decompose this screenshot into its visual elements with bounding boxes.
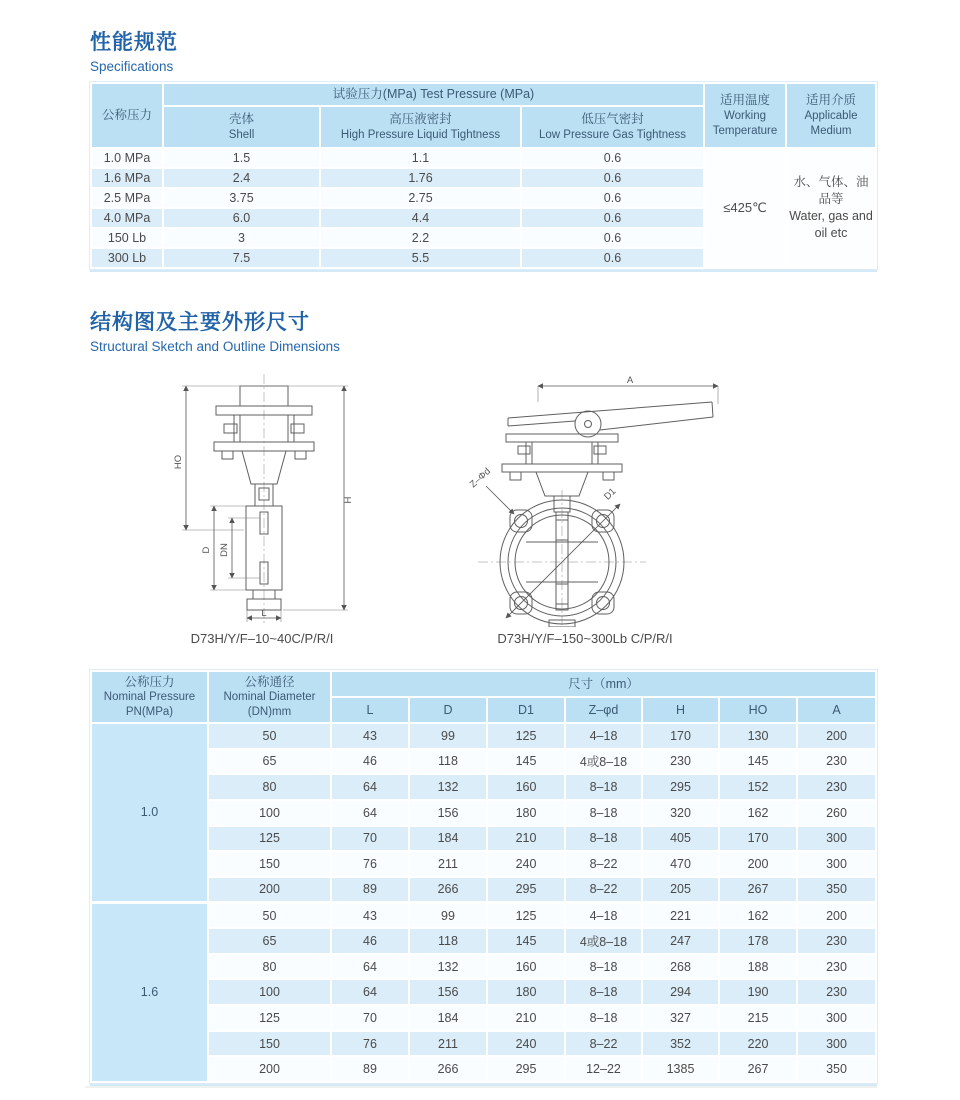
table-cell: 125 xyxy=(487,723,565,749)
col-nominal-pressure: 公称压力 xyxy=(91,83,163,148)
dimension-table-row xyxy=(91,979,876,1005)
table-cell: 156 xyxy=(409,979,487,1005)
table-cell: 43 xyxy=(331,723,409,749)
header-label-en: Working Temperature xyxy=(712,109,778,137)
table-cell: 8–22 xyxy=(565,877,642,903)
table-cell: 300 xyxy=(797,1031,876,1057)
table-cell: 352 xyxy=(642,1031,719,1057)
table-cell: 89 xyxy=(331,1056,409,1082)
pressure-table-row xyxy=(91,148,876,168)
table-cell: 300 xyxy=(797,851,876,877)
table-cell: 43 xyxy=(331,902,409,928)
header-label-zh: 高压液密封 xyxy=(389,112,452,127)
dimension-table-row xyxy=(91,877,876,903)
table-cell: 200 xyxy=(797,723,876,749)
table-cell: 210 xyxy=(487,826,565,852)
dimension-table-row xyxy=(91,800,876,826)
page-bottom-divider xyxy=(85,1086,877,1088)
table-cell: 8–18 xyxy=(565,774,642,800)
dim-label-dn: DN xyxy=(219,543,230,557)
col-test-pressure: 试验压力(MPa) Test Pressure (MPa) xyxy=(163,83,704,106)
table-cell: 46 xyxy=(331,749,409,775)
table-cell: 2.2 xyxy=(320,228,521,248)
table-cell: 300 xyxy=(797,826,876,852)
table-cell: 205 xyxy=(642,877,719,903)
pressure-label-cell: 2.5 MPa xyxy=(91,188,163,208)
table-cell: 350 xyxy=(797,877,876,903)
table-cell: 4–18 xyxy=(565,723,642,749)
dim-label-a: A xyxy=(626,375,634,386)
table-cell: 2.4 xyxy=(163,168,320,188)
table-cell: 4或8–18 xyxy=(565,928,642,954)
table-cell: 230 xyxy=(797,928,876,954)
table-cell: 125 xyxy=(208,826,331,852)
dimension-header-row-1 xyxy=(91,671,876,697)
size-column-header: D1 xyxy=(487,697,565,723)
table-cell: 200 xyxy=(797,902,876,928)
table-cell: 294 xyxy=(642,979,719,1005)
pn-group-cell: 1.0 xyxy=(91,723,208,902)
dimension-table-row xyxy=(91,1056,876,1082)
col-applicable-medium xyxy=(786,83,876,148)
table-cell: 215 xyxy=(719,1005,797,1031)
table-cell: 80 xyxy=(208,774,331,800)
table-cell: 220 xyxy=(719,1031,797,1057)
table-cell: 160 xyxy=(487,954,565,980)
header-label-zh: 适用温度 xyxy=(719,93,770,108)
table-cell: 0.6 xyxy=(521,148,704,168)
table-cell: 184 xyxy=(409,1005,487,1031)
dimension-table-row xyxy=(91,1031,876,1057)
dim-label-l: L xyxy=(261,608,267,619)
header-label-en: Nominal Diameter xyxy=(223,691,316,704)
dimension-table-body xyxy=(91,723,876,1082)
side-view-caption: D73H/Y/F–10~40C/P/R/I xyxy=(190,631,334,646)
pressure-label-cell: 4.0 MPa xyxy=(91,208,163,228)
dimension-table-row xyxy=(91,826,876,852)
table-cell: 70 xyxy=(331,1005,409,1031)
table-cell: 1.1 xyxy=(320,148,521,168)
table-cell: 230 xyxy=(797,954,876,980)
table-cell: 0.6 xyxy=(521,168,704,188)
size-column-header: HO xyxy=(719,697,797,723)
table-cell: 230 xyxy=(797,749,876,775)
table-cell: 160 xyxy=(487,774,565,800)
table-cell: 240 xyxy=(487,1031,565,1057)
table-cell: 125 xyxy=(208,1005,331,1031)
table-cell: 320 xyxy=(642,800,719,826)
table-cell: 130 xyxy=(719,723,797,749)
table-cell: 405 xyxy=(642,826,719,852)
table-cell: 0.6 xyxy=(521,248,704,268)
table-cell: 99 xyxy=(409,723,487,749)
front-view-drawing xyxy=(452,372,732,627)
table-cell: 99 xyxy=(409,902,487,928)
front-view-caption: D73H/Y/F–150~300Lb C/P/R/I xyxy=(497,631,673,646)
dimension-table xyxy=(90,670,877,1083)
col-nominal-diameter-dn xyxy=(208,671,331,723)
header-label-en: Low Pressure Gas Tightness xyxy=(538,128,686,141)
col-working-temperature xyxy=(704,83,786,148)
section-title-en: Specifications xyxy=(90,59,174,74)
header-label-zh: 壳体 xyxy=(228,112,254,127)
table-cell: 150 xyxy=(208,1031,331,1057)
medium-text-en: Water, gas and oil etc xyxy=(789,209,873,240)
table-cell: 178 xyxy=(719,928,797,954)
col-high-pressure-liquid-tightness xyxy=(320,106,521,148)
dim-label-d: D xyxy=(201,546,212,554)
table-cell: 211 xyxy=(409,851,487,877)
size-column-header: H xyxy=(642,697,719,723)
table-cell: 64 xyxy=(331,979,409,1005)
col-shell xyxy=(163,106,320,148)
table-cell: 76 xyxy=(331,1031,409,1057)
side-view-drawing xyxy=(152,372,372,627)
table-cell: 125 xyxy=(487,902,565,928)
table-cell: 240 xyxy=(487,851,565,877)
table-cell: 327 xyxy=(642,1005,719,1031)
table-cell: 1.76 xyxy=(320,168,521,188)
header-label-en: High Pressure Liquid Tightness xyxy=(340,128,501,141)
pressure-label-cell: 1.0 MPa xyxy=(91,148,163,168)
size-column-header: A xyxy=(797,697,876,723)
table-cell: 118 xyxy=(409,749,487,775)
dimension-table-row xyxy=(91,749,876,775)
table-cell: 64 xyxy=(331,800,409,826)
dimension-table-row xyxy=(91,902,876,928)
dim-label-ho: HO xyxy=(173,454,184,470)
table-cell: 170 xyxy=(642,723,719,749)
table-cell: 200 xyxy=(208,1056,331,1082)
table-cell: 0.6 xyxy=(521,188,704,208)
table-cell: 266 xyxy=(409,877,487,903)
col-nominal-pressure-pn xyxy=(91,671,208,723)
table-cell: 184 xyxy=(409,826,487,852)
table-cell: 230 xyxy=(797,774,876,800)
table-cell: 221 xyxy=(642,902,719,928)
table-cell: 210 xyxy=(487,1005,565,1031)
table-cell: 8–22 xyxy=(565,1031,642,1057)
header-label-unit: PN(MPa) xyxy=(125,706,174,719)
table-cell: 180 xyxy=(487,800,565,826)
table-cell: 80 xyxy=(208,954,331,980)
pressure-table-header xyxy=(91,83,876,148)
table-cell: 145 xyxy=(487,928,565,954)
table-cell: 132 xyxy=(409,954,487,980)
table-cell: 8–18 xyxy=(565,954,642,980)
table-cell: 162 xyxy=(719,800,797,826)
table-cell: 267 xyxy=(719,877,797,903)
dim-label-z-phi-d: Z–Φd xyxy=(467,466,493,491)
section-title-zh: 性能规范 xyxy=(90,31,178,54)
pn-group-cell: 1.6 xyxy=(91,902,208,1081)
table-cell: 1.5 xyxy=(163,148,320,168)
table-cell: 100 xyxy=(208,979,331,1005)
table-cell: 118 xyxy=(409,928,487,954)
table-cell: 200 xyxy=(719,851,797,877)
table-cell: 8–18 xyxy=(565,826,642,852)
size-column-header: L xyxy=(331,697,409,723)
col-size-mm: 尺寸（mm） xyxy=(331,671,876,697)
header-label-zh: 公称压力 xyxy=(124,674,175,689)
table-cell: 8–18 xyxy=(565,800,642,826)
header-label-en: Applicable Medium xyxy=(804,109,858,137)
header-label-en: Nominal Pressure xyxy=(103,691,196,704)
section-title-en: Structural Sketch and Outline Dimensions xyxy=(90,339,340,354)
table-cell: 4或8–18 xyxy=(565,749,642,775)
table-cell: 50 xyxy=(208,902,331,928)
table-cell: 4.4 xyxy=(320,208,521,228)
table-cell: 2.75 xyxy=(320,188,521,208)
dimension-table-row xyxy=(91,851,876,877)
table-cell: 180 xyxy=(487,979,565,1005)
pressure-label-cell: 150 Lb xyxy=(91,228,163,248)
table-cell: 152 xyxy=(719,774,797,800)
table-cell: 260 xyxy=(797,800,876,826)
table-cell: 170 xyxy=(719,826,797,852)
table-cell: 3.75 xyxy=(163,188,320,208)
header-label-zh: 低压气密封 xyxy=(581,112,644,127)
table-cell: 76 xyxy=(331,851,409,877)
table-cell: 145 xyxy=(719,749,797,775)
table-cell: 12–22 xyxy=(565,1056,642,1082)
table-cell: 65 xyxy=(208,749,331,775)
table-cell: 162 xyxy=(719,902,797,928)
table-cell: 6.0 xyxy=(163,208,320,228)
size-column-header: D xyxy=(409,697,487,723)
pressure-table-body xyxy=(91,148,876,268)
table-cell: 247 xyxy=(642,928,719,954)
table-cell: 8–22 xyxy=(565,851,642,877)
table-cell: 350 xyxy=(797,1056,876,1082)
table-cell: 300 xyxy=(797,1005,876,1031)
table-cell: 50 xyxy=(208,723,331,749)
table-cell: 200 xyxy=(208,877,331,903)
table-cell: 190 xyxy=(719,979,797,1005)
table-cell: 64 xyxy=(331,774,409,800)
table-cell: 267 xyxy=(719,1056,797,1082)
dimension-table-row xyxy=(91,928,876,954)
dimension-table-row xyxy=(91,954,876,980)
section-title-zh: 结构图及主要外形尺寸 xyxy=(90,311,310,334)
table-cell: 295 xyxy=(642,774,719,800)
pressure-table xyxy=(90,82,877,269)
table-cell: 46 xyxy=(331,928,409,954)
size-column-header: Z–φd xyxy=(565,697,642,723)
table-cell: 211 xyxy=(409,1031,487,1057)
table-cell: 188 xyxy=(719,954,797,980)
pressure-header-row-1 xyxy=(91,83,876,106)
table-cell: 64 xyxy=(331,954,409,980)
table-cell: 145 xyxy=(487,749,565,775)
table-cell: 1385 xyxy=(642,1056,719,1082)
applicable-medium-cell xyxy=(786,148,876,268)
dim-label-h: H xyxy=(343,496,354,504)
table-cell: 65 xyxy=(208,928,331,954)
table-cell: 132 xyxy=(409,774,487,800)
dimension-table-header xyxy=(91,671,876,723)
medium-text-zh: 水、气体、油品等 xyxy=(793,175,869,207)
table-cell: 470 xyxy=(642,851,719,877)
table-cell: 7.5 xyxy=(163,248,320,268)
table-cell: 0.6 xyxy=(521,208,704,228)
table-cell: 295 xyxy=(487,1056,565,1082)
table-cell: 268 xyxy=(642,954,719,980)
header-label-unit: (DN)mm xyxy=(247,706,292,719)
table-cell: 89 xyxy=(331,877,409,903)
table-cell: 5.5 xyxy=(320,248,521,268)
dimension-table-row xyxy=(91,723,876,749)
pressure-label-cell: 300 Lb xyxy=(91,248,163,268)
table-cell: 150 xyxy=(208,851,331,877)
table-cell: 8–18 xyxy=(565,979,642,1005)
table-cell: 266 xyxy=(409,1056,487,1082)
header-label-zh: 公称通径 xyxy=(244,674,295,689)
specifications-section-title xyxy=(90,26,178,74)
dim-label-d1: D1 xyxy=(602,486,619,503)
table-cell: 295 xyxy=(487,877,565,903)
header-label-en: Shell xyxy=(228,128,255,141)
table-cell: 8–18 xyxy=(565,1005,642,1031)
structure-section-title xyxy=(90,306,340,354)
table-cell: 4–18 xyxy=(565,902,642,928)
col-low-pressure-gas-tightness xyxy=(521,106,704,148)
table-cell: 3 xyxy=(163,228,320,248)
table-cell: 0.6 xyxy=(521,228,704,248)
table-cell: 100 xyxy=(208,800,331,826)
header-label-zh: 适用介质 xyxy=(805,93,856,108)
working-temperature-cell: ≤425℃ xyxy=(704,148,786,268)
table-cell: 230 xyxy=(642,749,719,775)
dimension-table-row xyxy=(91,1005,876,1031)
table-cell: 156 xyxy=(409,800,487,826)
table-cell: 230 xyxy=(797,979,876,1005)
dimension-table-row xyxy=(91,774,876,800)
table-cell: 70 xyxy=(331,826,409,852)
pressure-label-cell: 1.6 MPa xyxy=(91,168,163,188)
